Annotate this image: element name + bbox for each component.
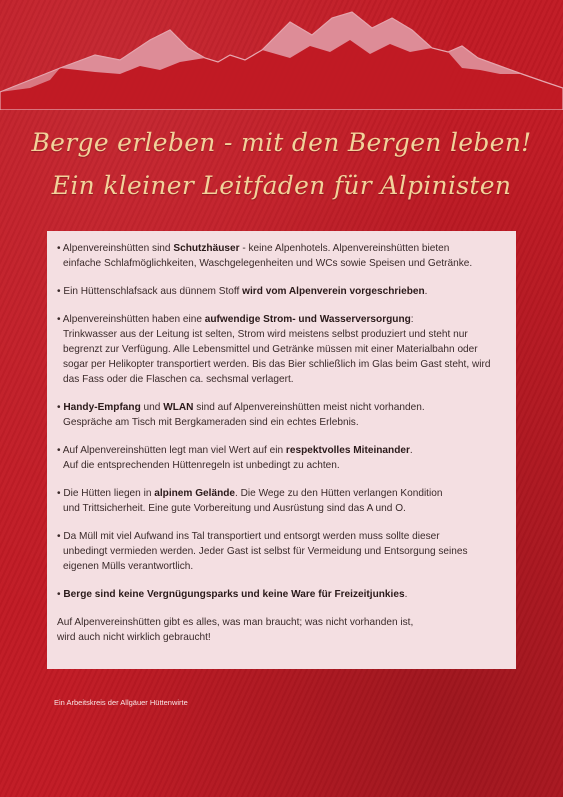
page-title-line-1: Berge erleben - mit den Bergen leben! xyxy=(31,128,532,157)
item-text: sind auf Alpenvereinshütten meist nicht vorhanden. xyxy=(193,401,425,413)
item-emphasis: wird vom Alpenverein vorgeschrieben xyxy=(242,286,425,298)
guideline-panel xyxy=(47,231,516,669)
list-item xyxy=(57,487,502,517)
item-text: und xyxy=(140,401,164,413)
item-emphasis: Berge sind keine Vergnügungsparks und keine Ware für Freizeitjunkies xyxy=(63,589,405,601)
bullet: • xyxy=(57,444,61,456)
bullet: • xyxy=(57,314,61,326)
item-text: . xyxy=(409,444,413,456)
item-continuation: und Trittsicherheit. Eine gute Vorbereitung und Ausrüstung sind das A und O. xyxy=(63,502,406,514)
item-text: Auf Alpenvereinshütten legt man viel Wert auf ein xyxy=(60,444,286,456)
list-item xyxy=(57,401,502,431)
list-item xyxy=(57,444,502,474)
item-text: - keine Alpenhotels. Alpenvereinshütten bieten xyxy=(239,243,450,254)
item-text: Alpenvereinshütten haben eine xyxy=(60,314,205,326)
item-text: Ein Hüttenschlafsack aus dünnem Stoff xyxy=(60,286,243,298)
bullet: • xyxy=(57,531,61,543)
item-continuation: Gespräche am Tisch mit Bergkameraden sind ein echtes Erlebnis. xyxy=(63,416,359,428)
closing-line-1: Auf Alpenvereinshütten gibt es alles, was man braucht; was nicht vorhanden ist, xyxy=(57,617,414,629)
bullet: • xyxy=(57,488,61,500)
bullet: • xyxy=(57,243,61,254)
item-emphasis: Schutzhäuser xyxy=(173,243,240,254)
list-item xyxy=(57,242,502,272)
item-emphasis: respektvolles Miteinander xyxy=(285,444,410,456)
item-text: . Die Wege zu den Hütten verlangen Kondition xyxy=(235,488,443,500)
closing-line-2: wird auch nicht wirklich gebraucht! xyxy=(57,632,211,644)
bullet: • xyxy=(57,589,61,601)
item-text: . xyxy=(424,286,428,298)
item-text: . xyxy=(404,589,408,601)
footer-credit: Ein Arbeitskreis der Allgäuer Hüttenwirte xyxy=(54,698,188,707)
item-text: Alpenvereinshütten sind xyxy=(60,243,174,254)
item-continuation: einfache Schlafmöglichkeiten, Waschgelegenheiten und WCs sowie Speisen und Getränke. xyxy=(63,257,473,269)
list-item xyxy=(57,588,502,603)
item-emphasis: aufwendige Strom- und Wasserversorgung xyxy=(204,314,411,326)
list-item xyxy=(57,313,502,387)
mountain-silhouette xyxy=(0,0,563,110)
item-continuation: unbedingt vermieden werden. Jeder Gast ist selbst für Vermeidung und Entsorgung seines eigenen Mülls verantwortlich. xyxy=(63,545,468,572)
item-emphasis: alpinem Gelände xyxy=(154,488,236,500)
item-text: Die Hütten liegen in xyxy=(60,488,155,500)
item-emphasis: Handy-Empfang xyxy=(63,401,141,413)
item-continuation: Trinkwasser aus der Leitung ist selten, Strom wird meistens selbst produziert und steht nur begrenzt zur Verfügung. Alle Lebensmittel und Getränke müssen mit einer Materialbahn oder sogar per Helikopter transportiert werden. Bis das Bier schließlich im Glas beim Gast steht, wird das Fass oder die Flaschen ca. sechsmal verlagert. xyxy=(63,329,491,385)
list-item xyxy=(57,285,502,300)
item-text: : xyxy=(410,314,414,326)
list-item xyxy=(57,530,502,574)
item-emphasis: WLAN xyxy=(163,401,194,413)
closing-statement xyxy=(57,616,502,646)
page-title-line-2: Ein kleiner Leitfaden für Alpinisten xyxy=(51,171,512,200)
item-text: Da Müll mit viel Aufwand ins Tal transportiert und entsorgt werden muss sollte dieser xyxy=(60,531,440,543)
bullet: • xyxy=(57,286,61,298)
bullet: • xyxy=(57,401,61,413)
item-continuation: Auf die entsprechenden Hüttenregeln ist unbedingt zu achten. xyxy=(63,459,340,471)
